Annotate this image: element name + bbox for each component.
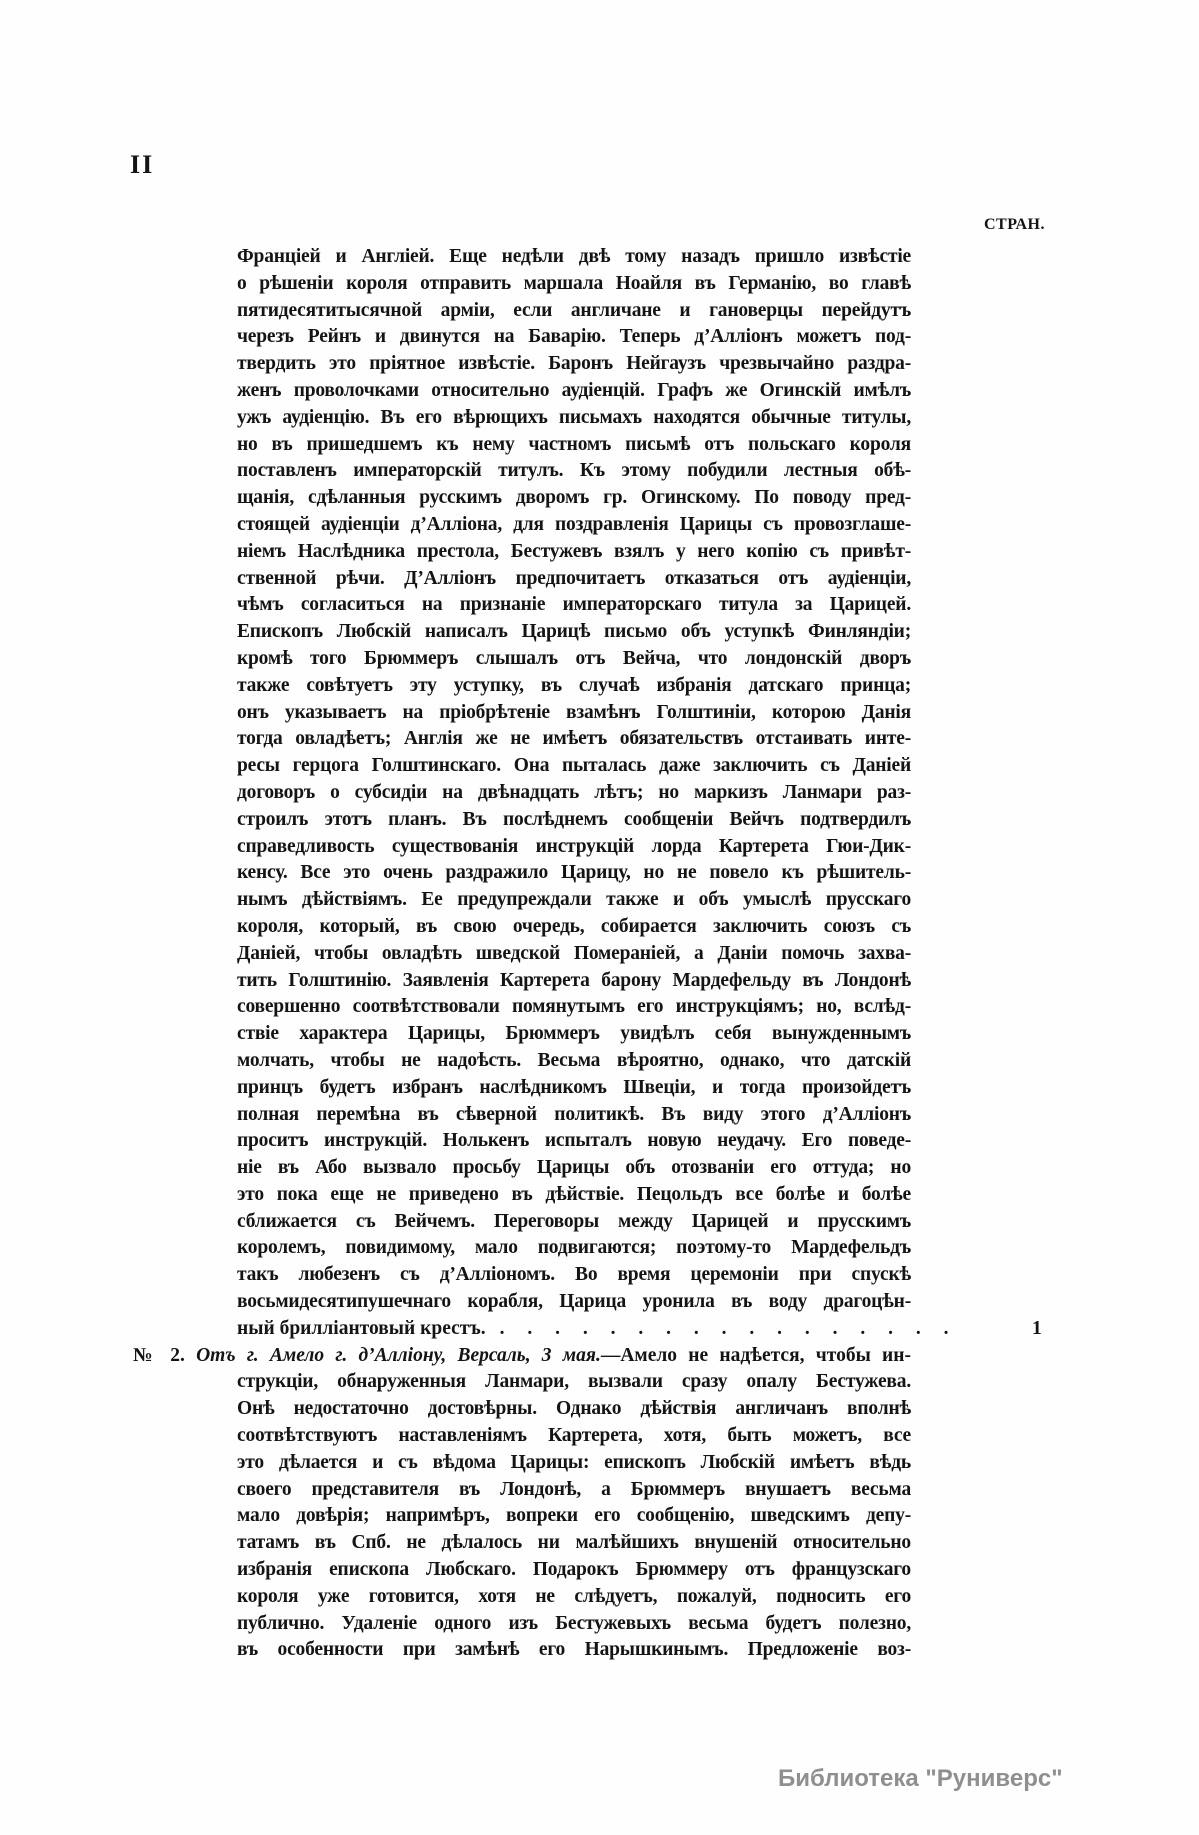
entry-2-number: № 2. <box>133 1344 185 1366</box>
entry-1-last-line-text: ный брилліантовый крестъ. <box>237 1317 486 1339</box>
entry-2-first-line <box>133 1343 911 1370</box>
text-line: также совѣтуетъ эту уступку, въ случаѣ избранія датскаго принца; <box>237 674 911 696</box>
text-line: королемъ, повидимому, мало подвигаются; поэтому-то Мардефельдъ <box>237 1237 911 1259</box>
text-line: справедливость существованія инструкцій лорда Картерета Гюи-Дик- <box>237 835 911 857</box>
text-line: щанія, сдѣланныя русскимъ дворомъ гр. Огинскому. По поводу пред- <box>237 487 911 509</box>
text-line: Даніей, чтобы овладѣть шведской Помераніей, а Даніи помочь захва- <box>237 942 911 964</box>
text-line: это пока еще не приведено въ дѣйствіе. Пецольдъ все болѣе и болѣе <box>237 1183 911 1205</box>
text-line: тить Голштинію. Заявленія Картерета барону Мардефельду въ Лондонѣ <box>237 969 911 991</box>
text-line: кенсу. Все это очень раздражило Царицу, но не повело къ рѣшитель- <box>237 862 911 884</box>
text-line: проситъ инструкцій. Нолькенъ испыталъ новую неудачу. Его поведе- <box>237 1130 911 1152</box>
entry-1-last-line <box>237 1316 1042 1343</box>
text-line: стоящей аудіенціи д’Алліона, для поздравленія Царицы съ провозглаше- <box>237 513 911 535</box>
text-line: Епископъ Любскій написалъ Царицѣ письмо объ уступкѣ Финляндіи; <box>237 621 911 643</box>
page-column-header: СТРАН. <box>984 216 1045 233</box>
page-reference-number: 1 <box>1032 1317 1042 1339</box>
text-line: о рѣшеніи короля отправить маршала Ноайля въ Германію, во главѣ <box>237 272 911 294</box>
text-line: твердить это пріятное извѣстіе. Баронъ Нейгаузъ чрезвычайно раздра- <box>237 353 911 375</box>
text-line: ресы герцога Голштинскаго. Она пыталась даже заключить съ Даніей <box>237 755 911 777</box>
text-line: это дѣлается и съ вѣдома Царицы: епископъ Любскій имѣетъ вѣдь <box>237 1451 911 1473</box>
text-line: но въ пришедшемъ къ нему частномъ письмѣ отъ польскаго короля <box>237 433 911 455</box>
text-line: мало довѣрія; напримѣръ, вопреки его сообщенію, шведскимъ депу- <box>237 1505 911 1527</box>
text-line: ужъ аудіенцію. Въ его вѣрющихъ письмахъ находятся обычные титулы, <box>237 406 911 428</box>
text-line: короля, который, въ свою очередь, собирается заключить союзъ съ <box>237 915 911 937</box>
text-line: ніемъ Наслѣдника престола, Бестужевъ взялъ у него копію съ привѣт- <box>237 540 911 562</box>
text-line: кромѣ того Брюммеръ слышалъ отъ Вейча, что лондонскій дворъ <box>237 647 911 669</box>
entry-2-heading: Отъ г. Амело г. д’Алліону, Версаль, 3 мая. <box>196 1344 601 1366</box>
text-line: черезъ Рейнъ и двинутся на Баварію. Теперь д’Алліонъ можетъ под- <box>237 326 911 348</box>
text-line: избранія епископа Любскаго. Подарокъ Брюммеру отъ французскаго <box>237 1559 911 1581</box>
entry-1-text <box>237 244 911 1316</box>
text-line: чѣмъ согласиться на признаніе императорскаго титула за Царицей. <box>237 594 911 616</box>
text-line: въ особенности при замѣнѣ его Нарышкинымъ. Предложеніе воз- <box>237 1639 911 1661</box>
text-line: совершенно соотвѣтствовали помянутымъ его инструкціямъ; но, вслѣд- <box>237 996 911 1018</box>
text-line: строилъ этотъ планъ. Въ послѣднемъ сообщеніи Вейчъ подтвердилъ <box>237 808 911 830</box>
text-line: поставленъ императорскій титулъ. Къ этому побудили лестныя обѣ- <box>237 460 911 482</box>
page-folio-numeral: II <box>130 150 155 179</box>
text-line: своего представителя въ Лондонѣ, а Брюммеръ внушаетъ весьма <box>237 1478 911 1500</box>
text-line: короля уже готовится, хотя не слѣдуетъ, пожалуй, подносить его <box>237 1585 911 1607</box>
entry-2-text <box>237 1369 911 1664</box>
text-line: такъ любезенъ съ д’Алліономъ. Во время церемоніи при спускѣ <box>237 1264 911 1286</box>
text-line: Франціей и Англіей. Еще недѣли двѣ тому назадъ пришло извѣстіе <box>237 246 911 267</box>
text-line: сближается съ Вейчемъ. Переговоры между Царицей и прусскимъ <box>237 1210 911 1232</box>
text-line: молчать, чтобы не надоѣсть. Весьма вѣроятно, однако, что датскій <box>237 1049 911 1071</box>
library-watermark: Библиотека "Руниверс" <box>778 1765 1063 1792</box>
text-line: принцъ будетъ избранъ наслѣдникомъ Швеціи, и тогда произойдетъ <box>237 1076 911 1098</box>
text-line: восьмидесятипушечнаго корабля, Царица уронила въ воду драгоцѣн- <box>237 1291 911 1313</box>
entry-2-dash: — <box>600 1344 621 1366</box>
dot-leader: . . . . . . . . . . . . . . . . . <box>499 1317 949 1339</box>
text-line: онъ указываетъ на пріобрѣтеніе взамѣнъ Голштиніи, которою Данія <box>237 701 911 723</box>
text-line: ственной рѣчи. Д’Алліонъ предпочитаетъ отказаться отъ аудіенціи, <box>237 567 911 589</box>
text-line: полная перемѣна въ сѣверной политикѣ. Въ виду этого д’Алліонъ <box>237 1103 911 1125</box>
text-line: договоръ о субсидіи на двѣнадцать лѣтъ; но маркизъ Ланмари раз- <box>237 781 911 803</box>
text-line: Онѣ недостаточно достовѣрны. Однако дѣйствія англичанъ вполнѣ <box>237 1398 911 1420</box>
text-line: публично. Удаленіе одного изъ Бестужевыхъ весьма будетъ полезно, <box>237 1612 911 1634</box>
text-line: женъ проволочками относительно аудіенцій. Графъ же Огинскій имѣлъ <box>237 379 911 401</box>
text-line: пятидесятитысячной арміи, если англичане и гановерцы перейдутъ <box>237 299 911 321</box>
text-line: соотвѣтствуютъ наставленіямъ Картерета, хотя, быть можетъ, все <box>237 1425 911 1447</box>
text-line: татамъ въ Спб. не дѣлалось ни малѣйшихъ внушеній относительно <box>237 1532 911 1554</box>
text-body <box>133 244 1042 1664</box>
text-line: ствіе характера Царицы, Брюммеръ увидѣлъ себя вынужденнымъ <box>237 1023 911 1045</box>
text-line: тогда овладѣетъ; Англія же не имѣетъ обязательствъ отстаивать инте- <box>237 728 911 750</box>
text-line: нымъ дѣйствіямъ. Ее предупреждали также и объ умыслѣ прусскаго <box>237 889 911 911</box>
entry-2-first-line-rest: Амело не надѣется, чтобы ин- <box>620 1344 911 1366</box>
text-line: струкціи, обнаруженныя Ланмари, вызвали сразу опалу Бестужева. <box>237 1371 911 1393</box>
text-line: ніе въ Або вызвало просьбу Царицы объ отозваніи его оттуда; но <box>237 1157 911 1179</box>
